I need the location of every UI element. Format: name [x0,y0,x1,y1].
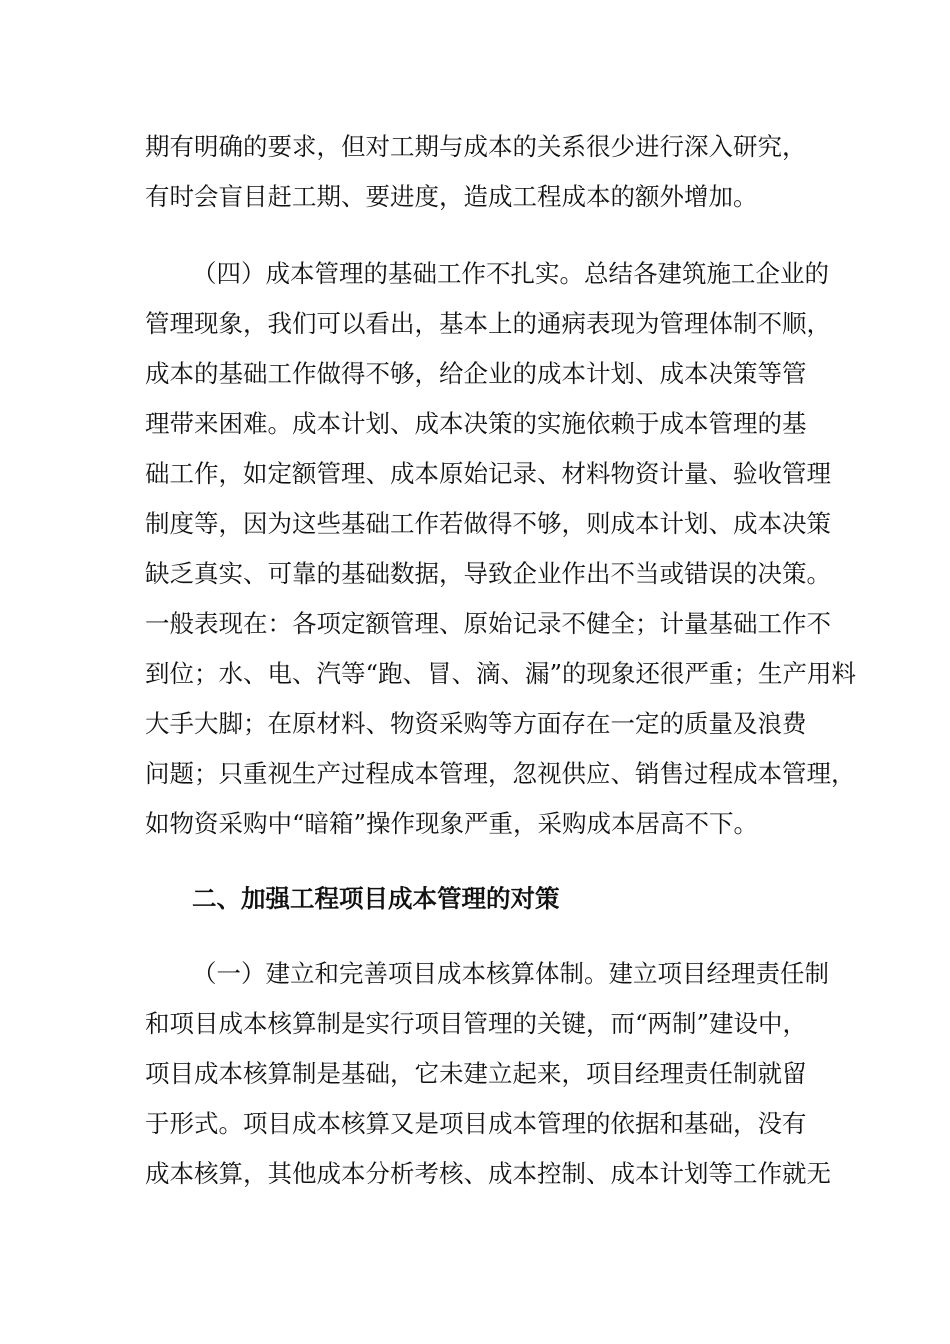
text-line: 础工作，如定额管理、成本原始记录、材料物资计量、验收管理 [145,459,831,488]
text-line: 制度等，因为这些基础工作若做得不够，则成本计划、成本决策 [145,509,831,538]
text-line: 和项目成本核算制是实行项目管理的关键，而“两制”建设中， [145,1009,808,1038]
text-line: 到位；水、电、汽等“跑、冒、滴、漏”的现象还很严重；生产用料 [145,659,857,688]
text-line: 一般表现在：各项定额管理、原始记录不健全；计量基础工作不 [145,609,831,638]
text-line: （一）建立和完善项目成本核算体制。建立项目经理责任制 [192,959,829,988]
text-line: 缺乏真实、可靠的基础数据，导致企业作出不当或错误的决策。 [145,559,831,588]
text-line: 问题；只重视生产过程成本管理，忽视供应、销售过程成本管理， [145,759,856,788]
text-line: 期有明确的要求，但对工期与成本的关系很少进行深入研究， [145,132,807,161]
text-line: 有时会盲目赶工期、要进度，造成工程成本的额外增加。 [145,182,758,211]
text-line: 成本核算，其他成本分析考核、成本控制、成本计划等工作就无 [145,1159,831,1188]
text-line: 大手大脚；在原材料、物资采购等方面存在一定的质量及浪费 [145,709,807,738]
text-line: 项目成本核算制是基础，它未建立起来，项目经理责任制就留 [145,1059,807,1088]
text-line: 如物资采购中“暗箱”操作现象严重，采购成本居高不下。 [145,809,759,838]
section-heading: 二、加强工程项目成本管理的对策 [192,884,560,913]
text-line: （四）成本管理的基础工作不扎实。总结各建筑施工企业的 [192,259,829,288]
text-line: 成本的基础工作做得不够，给企业的成本计划、成本决策等管 [145,359,807,388]
text-line: 管理现象，我们可以看出，基本上的通病表现为管理体制不顺， [145,309,831,338]
text-line: 于形式。项目成本核算又是项目成本管理的依据和基础，没有 [145,1109,807,1138]
text-line: 理带来困难。成本计划、成本决策的实施依赖于成本管理的基 [145,409,807,438]
